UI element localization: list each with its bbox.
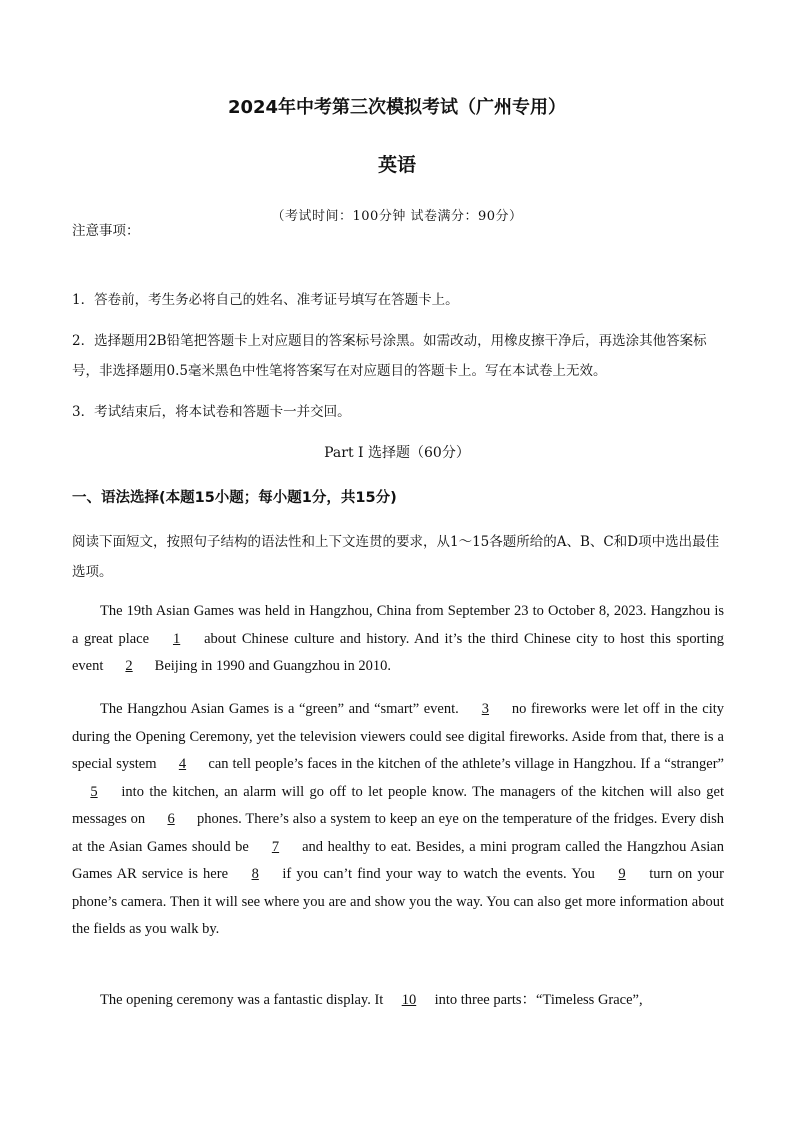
- passage-text: if you can’t find your way to watch the events. You: [277, 866, 601, 882]
- notes-heading: 注意事项：: [72, 223, 140, 239]
- passage-text: no fireworks were let off in the city during the Opening Ceremony, yet the television viewers could see digital fireworks. Aside from that, there is a special system: [72, 701, 724, 772]
- passage-paragraph-2: [72, 696, 724, 944]
- note-item-3: 3．考试结束后，将本试卷和答题卡一并交回。: [72, 404, 351, 420]
- blank-1: 1: [172, 630, 181, 647]
- passage-text: turn on your phone’s camera. Then it will see where you are and show you the way. You can also get more information about the fields as you walk by.: [72, 866, 724, 937]
- passage-text: The opening ceremony was a fantastic display. It: [100, 992, 387, 1008]
- note-item-1: 1．答卷前，考生务必将自己的姓名、准考证号填写在答题卡上。: [72, 292, 459, 308]
- blank-3: 3: [481, 701, 489, 717]
- exam-subject: 英语: [377, 154, 416, 176]
- passage-text: can tell people’s faces in the kitchen of the athlete’s village in Hangzhou. If a “stranger”: [204, 756, 724, 772]
- blank-6: 6: [167, 811, 175, 827]
- blank-7: 7: [271, 838, 280, 855]
- exam-info: （考试时间：100分钟 试卷满分：90分）: [271, 209, 523, 224]
- note-item-2: 2．选择题用2B铅笔把答题卡上对应题目的答案标号涂黑。如需改动，用橡皮擦干净后，再选涂其他答案标号，非选择题用0.5毫米黑色中性笔将答案写在对应题目的答题卡上。写在本试卷上无效。: [72, 333, 707, 379]
- blank-8: 8: [251, 866, 259, 882]
- passage-text: into the kitchen, an alarm will go off to let people know. The managers of the kitchen will also get messages on: [72, 783, 724, 827]
- blank-4: 4: [178, 756, 187, 772]
- blank-5: 5: [90, 783, 98, 800]
- passage-paragraph-1: [72, 598, 724, 681]
- passage-paragraph-3: [72, 987, 724, 1015]
- passage-text: about Chinese culture and history. And it’s the third Chinese city to host this sporting event: [72, 630, 724, 674]
- blank-2: 2: [125, 658, 133, 674]
- passage-text: Beijing in 1990 and Guangzhou in 2010.: [151, 658, 392, 674]
- passage-text: phones. There’s also a system to keep an eye on the temperature of the fridges. Every dish at the Asian Games should be: [72, 811, 724, 855]
- section-heading: 一、语法选择(本题15小题；每小题1分，共15分): [72, 490, 397, 506]
- section-instructions: 阅读下面短文，按照句子结构的语法性和上下文连贯的要求，从1～15各题所给的A、B、C和D项中选出最佳选项。: [72, 534, 720, 580]
- passage-text: The Hangzhou Asian Games is a “green” and “smart” event.: [100, 701, 464, 717]
- passage-text: The 19th Asian Games was held in Hangzhou, China from September 23 to October 8, 2023. Hangzhou is a great place: [72, 603, 724, 647]
- blank-9: 9: [618, 866, 626, 882]
- exam-title: 2024年中考第三次模拟考试（广州专用）: [227, 97, 567, 118]
- blank-10: 10: [401, 992, 417, 1008]
- part-heading: Part I 选择题（60分）: [324, 445, 470, 461]
- passage-text: and healthy to eat. Besides, a mini program called the Hangzhou Asian Games AR service is here: [72, 838, 724, 882]
- passage-text: into three parts：“Timeless Grace”,: [430, 992, 643, 1008]
